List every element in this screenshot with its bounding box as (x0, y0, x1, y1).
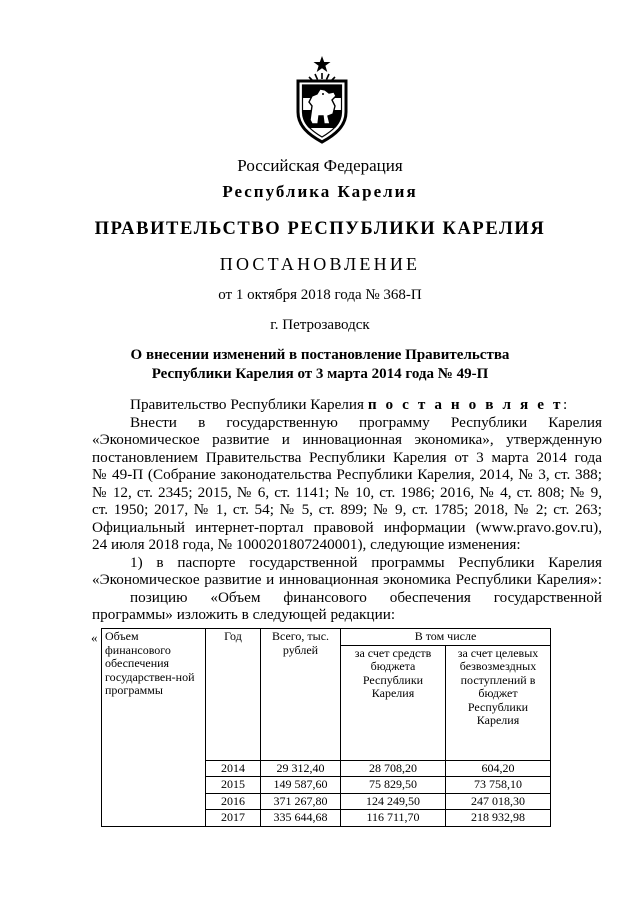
position-line: программы» изложить в следующей редакции: (92, 606, 396, 623)
city-name: г. Петрозаводск (270, 317, 370, 333)
changes-line: постановлением Правительства Республики Карелия от 3 марта 2014 года (92, 448, 602, 466)
changes-line: 24 июля 2018 года, № 1000201807240001), следующие изменения: (92, 536, 521, 553)
changes-line: № 12, ст. 2345; 2015, № 6, ст. 1141; № 10, ст. 1986; 2016, № 4, ст. 808; № 9, (92, 483, 602, 501)
total-cell: 29 312,40 (261, 760, 341, 777)
total-header: Всего, тыс. рублей (261, 629, 341, 761)
resolution-body (92, 396, 602, 624)
year-cell: 2015 (206, 777, 261, 794)
total-cell: 335 644,68 (261, 810, 341, 827)
coat-of-arms-emblem (290, 54, 354, 144)
total-cell: 371 267,80 (261, 793, 341, 810)
date-and-number: от 1 октября 2018 года № 368-П (218, 287, 422, 303)
year-header: Год (206, 629, 261, 761)
year-cell: 2014 (206, 760, 261, 777)
budget-cell: 28 708,20 (341, 760, 446, 777)
subject-line-2: Республики Карелия от 3 марта 2014 года № 49-П (151, 366, 489, 382)
document-type: ПОСТАНОВЛЕНИЕ (219, 254, 421, 274)
changes-line: Внести в государственную программу Республики Карелия (130, 413, 602, 431)
country-name: Российская Федерация (237, 156, 403, 175)
targeted-cell: 73 758,10 (446, 777, 551, 794)
budget-header: за счет средств бюджета Республики Карелия (341, 645, 446, 760)
changes-line: № 49-П (Собрание законодательства Республики Карелия, 2014, № 3, ст. 388; (92, 466, 602, 483)
budget-cell: 116 711,70 (341, 810, 446, 827)
targeted-header: за счет целевых безвозмездных поступлений в бюджет Республики Карелия (446, 645, 551, 760)
budget-cell: 75 829,50 (341, 777, 446, 794)
row-label-cell: Объем финансового обеспечения государствен-ной программы (102, 629, 206, 827)
changes-line: «Экономическое развитие и инновационная экономика», утвержденную (92, 431, 602, 448)
preamble-colon: : (563, 396, 568, 413)
changes-line: Официальный интернет-портал правовой информации (www.pravo.gov.ru), (92, 518, 602, 536)
preamble-paragraph (92, 396, 602, 414)
year-cell: 2016 (206, 793, 261, 810)
changes-line: ст. 1950; 2017, № 1, ст. 54; № 5, ст. 899; № 9, ст. 1785; 2018, № 2; ст. 263; (92, 501, 602, 518)
total-cell: 149 587,60 (261, 777, 341, 794)
government-title: ПРАВИТЕЛЬСТВО РЕСПУБЛИКИ КАРЕЛИЯ (94, 219, 546, 239)
republic-name: Республика Карелия (222, 182, 418, 201)
targeted-cell: 247 018,30 (446, 793, 551, 810)
subject-line-1: О внесении изменений в постановление Правительства (130, 347, 510, 363)
item-1-line: 1) в паспорте государственной программы Республики Карелия (130, 553, 602, 571)
resolves-word: п о с т а н о в л я е т (367, 396, 564, 413)
item-1-line: «Экономическое развитие и инновационная экономика Республики Карелия»: (92, 571, 602, 588)
budget-cell: 124 249,50 (341, 793, 446, 810)
including-header: В том числе (341, 629, 551, 646)
targeted-cell: 218 932,98 (446, 810, 551, 827)
financing-table (101, 628, 551, 827)
year-cell: 2017 (206, 810, 261, 827)
position-line: позицию «Объем финансового обеспечения государственной (130, 588, 602, 606)
opening-quote: « (91, 630, 98, 645)
table-header-row (102, 629, 551, 646)
preamble-text: Правительство Республики Карелия (130, 396, 368, 413)
targeted-cell: 604,20 (446, 760, 551, 777)
